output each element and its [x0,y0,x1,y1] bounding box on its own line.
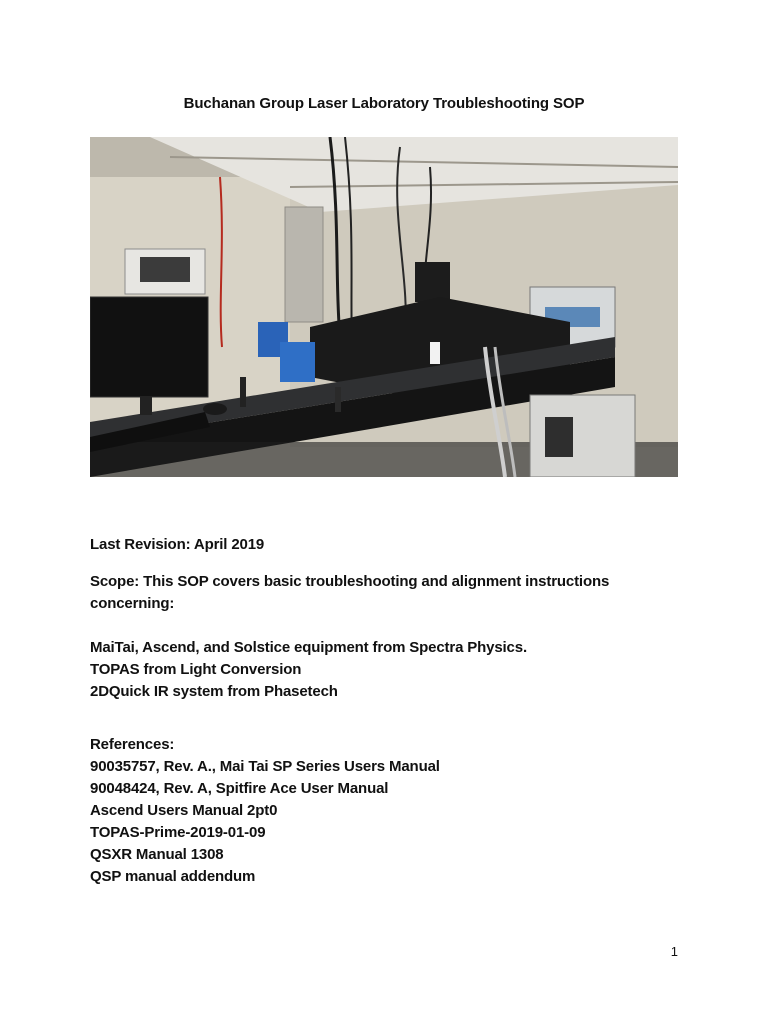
reference-item: QSXR Manual 1308 [90,846,224,863]
equipment-item: 2DQuick IR system from Phasetech [90,683,338,700]
page-title: Buchanan Group Laser Laboratory Troubleshooting SOP [183,95,585,112]
reference-item: QSP manual addendum [90,868,256,885]
reference-item: Ascend Users Manual 2pt0 [90,802,278,819]
equipment-item: TOPAS from Light Conversion [90,661,302,678]
laser-lab-photo [90,137,678,477]
last-revision [90,534,690,556]
scope-line: concerning: [90,595,175,612]
laser-lab-photo-illustration [90,137,678,477]
reference-item: 90035757, Rev. A., Mai Tai SP Series Users Manual [90,758,440,775]
scope-section [90,571,690,615]
references-heading: References: [90,736,175,753]
reference-item: TOPAS-Prime-2019-01-09 [90,824,266,841]
last-revision-text: Last Revision: April 2019 [90,536,265,553]
equipment-item: MaiTai, Ascend, and Solstice equipment from Spectra Physics. [90,639,527,656]
equipment-list [90,637,690,703]
reference-item: 90048424, Rev. A, Spitfire Ace User Manual [90,780,389,797]
references-section [90,734,690,888]
scope-line: Scope: This SOP covers basic troubleshooting and alignment instructions [90,573,610,590]
page-number: 1 [670,944,678,959]
